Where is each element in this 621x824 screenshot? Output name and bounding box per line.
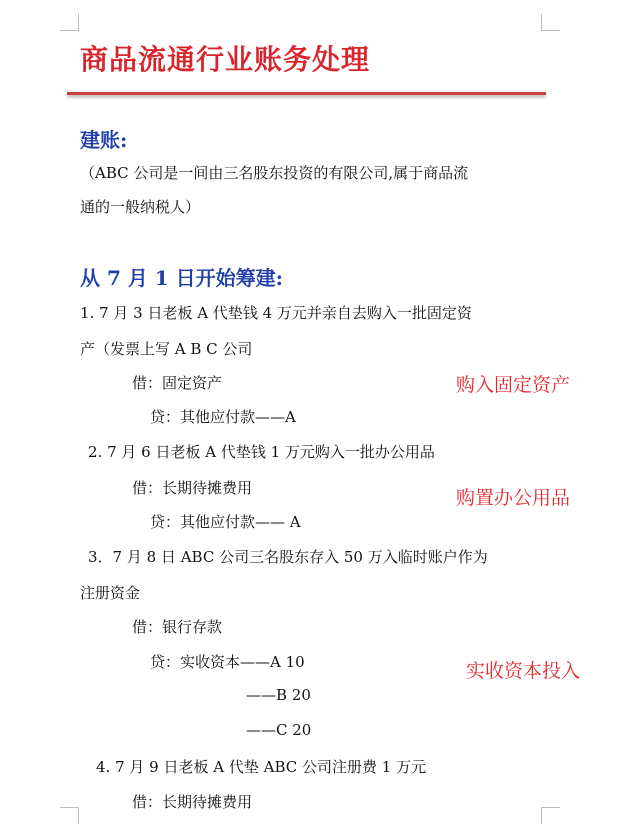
- item-2-debit: 借：长期待摊费用: [132, 479, 253, 497]
- item-3-debit: 借：银行存款: [132, 618, 223, 636]
- item-3-line-1: 3．7 月 8 日 ABC 公司三名股东存入 50 万入临时账户作为: [88, 548, 488, 566]
- title-underline: [67, 92, 546, 95]
- item-3-credit-a: 贷：实收资本——A 10: [150, 653, 305, 671]
- item-2-line-1: 2. 7 月 6 日老板 A 代垫钱 1 万元购入一批办公用品: [88, 443, 435, 461]
- item-3-note: 实收资本投入: [466, 660, 581, 682]
- page-title: 商品流通行业账务处理: [80, 43, 371, 76]
- item-1-credit: 贷：其他应付款——A: [150, 408, 296, 426]
- item-2-note: 购置办公用品: [456, 487, 571, 509]
- crop-mark-bottom-left: [60, 807, 79, 824]
- section-heading-start: 从 7 月 1 日开始筹建:: [80, 266, 284, 290]
- item-4-debit: 借：长期待摊费用: [132, 793, 253, 811]
- crop-mark-top-right: [541, 14, 560, 31]
- setup-line-2: 通的一般纳税人）: [80, 198, 201, 216]
- setup-line-1: （ABC 公司是一间由三名股东投资的有限公司,属于商品流: [80, 164, 469, 182]
- item-1-debit: 借：固定资产: [132, 374, 223, 392]
- item-1-note: 购入固定资产: [456, 374, 571, 396]
- item-1-line-1: 1. 7 月 3 日老板 A 代垫钱 4 万元并亲自去购入一批固定资: [80, 304, 472, 322]
- item-4-line-1: 4. 7 月 9 日老板 A 代垫 ABC 公司注册费 1 万元: [96, 758, 427, 776]
- item-3-credit-c: ——C 20: [246, 721, 312, 739]
- section-heading-setup: 建账:: [80, 128, 128, 152]
- item-2-credit: 贷：其他应付款—— A: [150, 513, 301, 531]
- crop-mark-bottom-right: [541, 807, 560, 824]
- crop-mark-top-left: [60, 14, 79, 31]
- item-3-credit-b: ——B 20: [246, 686, 311, 704]
- item-1-line-2: 产（发票上写 A B C 公司: [80, 340, 253, 358]
- item-3-line-2: 注册资金: [80, 584, 141, 602]
